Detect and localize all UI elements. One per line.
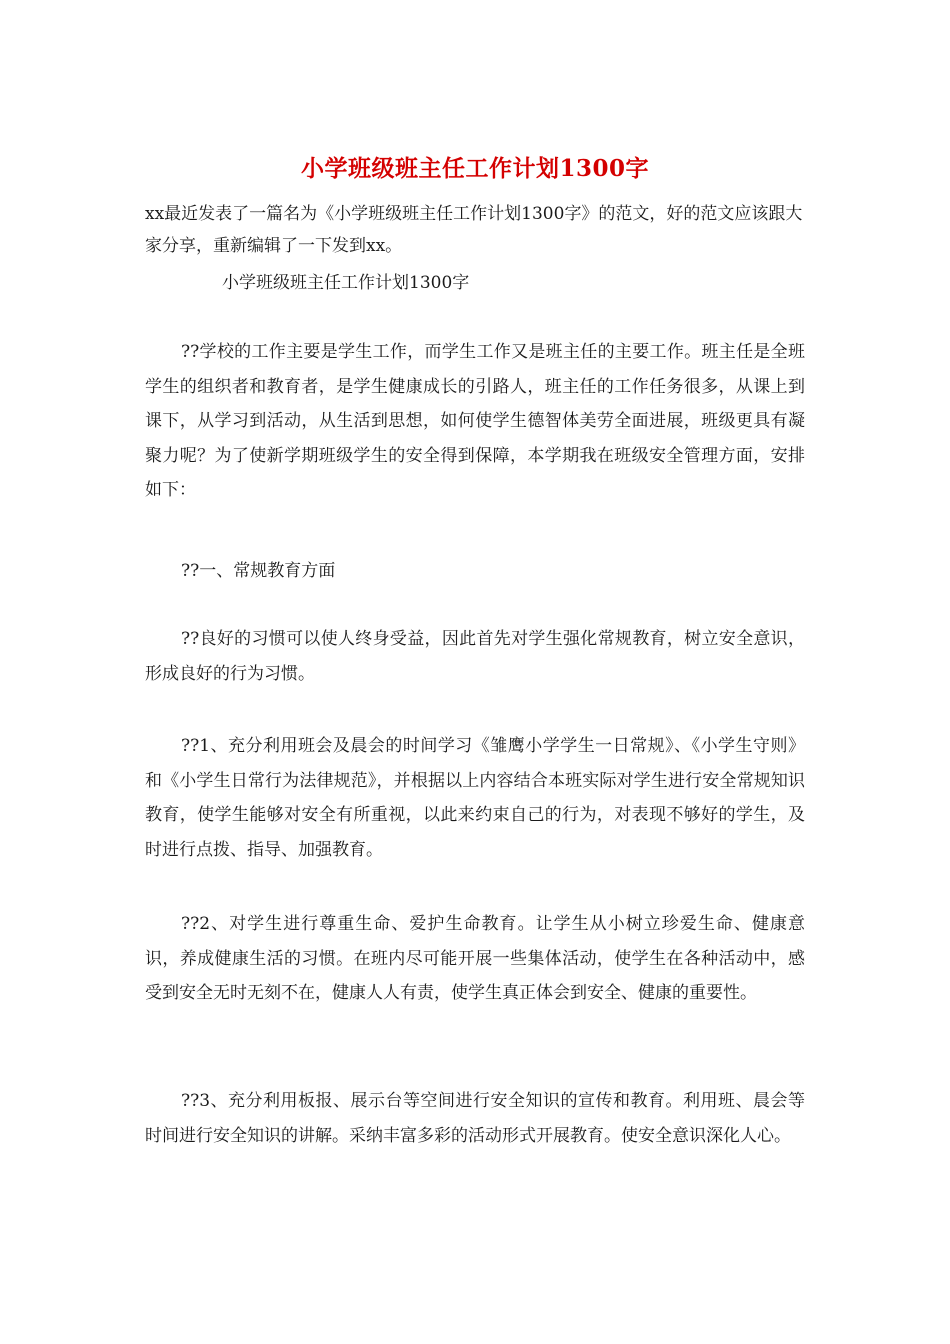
document-title: 小学班级班主任工作计划1300字: [300, 155, 649, 182]
section-heading: ??一、常规教育方面: [181, 561, 336, 581]
body-paragraph: ??良好的习惯可以使人终身受益，因此首先对学生强化常规教育，树立安全意识，形成良好的行为习惯。: [145, 629, 805, 684]
body-paragraph: ??1、充分利用班会及晨会的时间学习《雏鹰小学学生一日常规》、《小学生守则》和《小学生日常行为法律规范》，并根据以上内容结合本班实际对学生进行安全常规知识教育，使学生能够对安全有所重视，以此来约束自己的行为，对表现不够好的学生，及时进行点拨、指导、加强教育。: [145, 736, 805, 860]
intro-paragraph: xx最近发表了一篇名为《小学班级班主任工作计划1300字》的范文，好的范文应该跟大家分享，重新编辑了一下发到xx。: [145, 204, 803, 256]
body-paragraph: ??3、充分利用板报、展示台等空间进行安全知识的宣传和教育。利用班、晨会等时间进行安全知识的讲解。采纳丰富多彩的活动形式开展教育。使安全意识深化人心。: [145, 1091, 805, 1146]
body-paragraph: ??2、对学生进行尊重生命、爱护生命教育。让学生从小树立珍爱生命、健康意识，养成健康生活的习惯。在班内尽可能开展一些集体活动，使学生在各种活动中，感受到安全无时无刻不在，健康人人有责，使学生真正体会到安全、健康的重要性。: [145, 914, 805, 1003]
document-subtitle: 小学班级班主任工作计划1300字: [222, 273, 470, 293]
body-paragraph: ??学校的工作主要是学生工作，而学生工作又是班主任的主要工作。班主任是全班学生的组织者和教育者，是学生健康成长的引路人，班主任的工作任务很多，从课上到课下，从学习到活动，从生活到思想，如何使学生德智体美劳全面进展，班级更具有凝聚力呢？为了使新学期班级学生的安全得到保障，本学期我在班级安全管理方面，安排如下：: [145, 342, 805, 500]
